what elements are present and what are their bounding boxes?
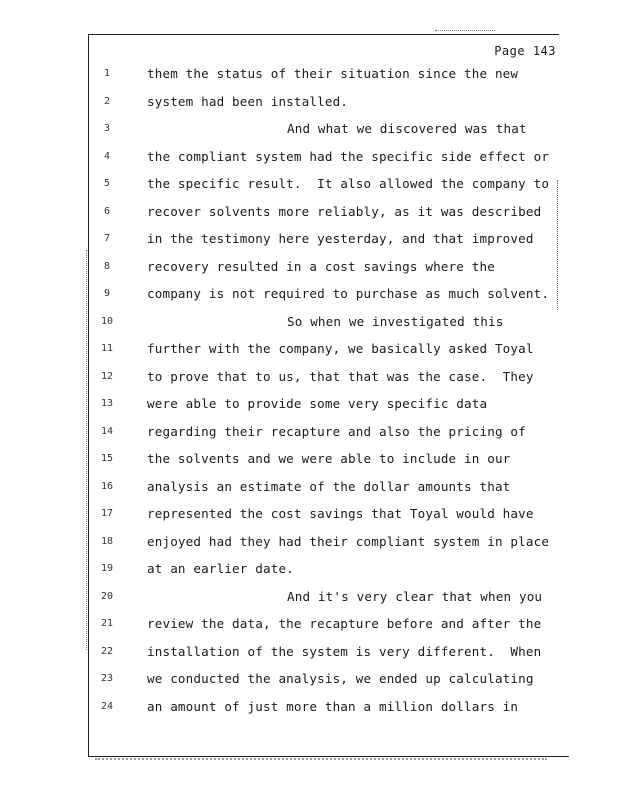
transcript-line: [0, 451, 618, 471]
transcript-line: [0, 616, 618, 636]
transcript-line: [0, 66, 618, 86]
line-number: 8: [103, 260, 111, 272]
line-text: to prove that to us, that that was the case. They: [147, 368, 534, 384]
transcript-line: [0, 314, 618, 334]
transcript-line: [0, 589, 618, 609]
line-text: at an earlier date.: [147, 561, 294, 576]
transcript-line: [0, 204, 618, 224]
line-text: enjoyed had they had their compliant system in place: [147, 533, 550, 549]
page-number: Page 143: [494, 44, 556, 58]
line-number: 11: [100, 343, 114, 354]
line-text: were able to provide some very specific data: [147, 396, 488, 411]
line-text: installation of the system is very different. When: [147, 643, 542, 659]
line-number: 17: [100, 508, 114, 519]
scan-artifact-footer: [95, 758, 547, 760]
line-number: 24: [100, 700, 114, 712]
line-text: we conducted the analysis, we ended up calculating: [147, 671, 534, 686]
line-text: the solvents and we were able to include in our: [147, 451, 511, 466]
line-text: review the data, the recapture before and after the: [147, 616, 542, 631]
transcript-line: [0, 671, 618, 691]
line-text: the specific result. It also allowed the company to: [147, 176, 550, 191]
line-number: 22: [100, 645, 114, 657]
transcript-line: [0, 506, 618, 526]
transcript-line: [0, 561, 618, 581]
line-number: 12: [100, 370, 114, 382]
transcript-line: [0, 149, 618, 169]
transcript-line: [0, 341, 618, 361]
line-text: And it's very clear that when you: [287, 588, 543, 604]
line-number: 20: [100, 590, 114, 602]
line-number: 23: [100, 673, 114, 684]
line-text: represented the cost savings that Toyal would have: [147, 506, 534, 521]
line-text: the compliant system had the specific side effect or: [147, 148, 550, 164]
line-number: 7: [103, 233, 111, 244]
line-text: regarding their recapture and also the pricing of: [147, 423, 526, 439]
transcript-line: [0, 176, 618, 196]
line-number: 5: [103, 178, 111, 189]
transcript-line: [0, 231, 618, 251]
transcript-line: [0, 369, 618, 389]
line-number: 10: [100, 315, 114, 327]
transcript-line: [0, 94, 618, 114]
line-text: And what we discovered was that: [287, 121, 527, 136]
transcript-line: [0, 286, 618, 306]
line-number: 16: [100, 480, 114, 492]
transcript-line: [0, 534, 618, 554]
line-number: 9: [103, 288, 111, 299]
transcript-line: [0, 121, 618, 141]
line-number: 18: [100, 535, 114, 547]
transcript-line: [0, 259, 618, 279]
line-text: So when we investigated this: [287, 313, 504, 329]
line-number: 1: [103, 68, 111, 79]
line-text: company is not required to purchase as much solvent.: [147, 286, 550, 301]
line-number: 15: [100, 453, 114, 464]
line-text: recover solvents more reliably, as it was described: [147, 203, 542, 219]
transcript-line: [0, 424, 618, 444]
transcript-line: [0, 396, 618, 416]
line-text: an amount of just more than a million dollars in: [147, 698, 519, 714]
line-text: further with the company, we basically asked Toyal: [147, 341, 534, 356]
line-number: 4: [103, 150, 111, 162]
line-number: 13: [100, 398, 114, 409]
transcript-line: [0, 479, 618, 499]
transcript-line: [0, 644, 618, 664]
line-text: analysis an estimate of the dollar amounts that: [147, 478, 511, 494]
line-text: recovery resulted in a cost savings where the: [147, 258, 495, 274]
line-number: 19: [100, 563, 114, 574]
line-number: 14: [100, 425, 114, 437]
line-number: 3: [103, 123, 111, 134]
line-number: 21: [100, 618, 114, 629]
line-text: system had been installed.: [147, 93, 349, 109]
line-number: 6: [103, 205, 111, 217]
line-number: 2: [103, 95, 111, 107]
transcript-line: [0, 699, 618, 719]
line-text: them the status of their situation since the new: [147, 66, 519, 81]
scan-artifact-top: [435, 30, 495, 31]
line-text: in the testimony here yesterday, and that improved: [147, 231, 534, 246]
